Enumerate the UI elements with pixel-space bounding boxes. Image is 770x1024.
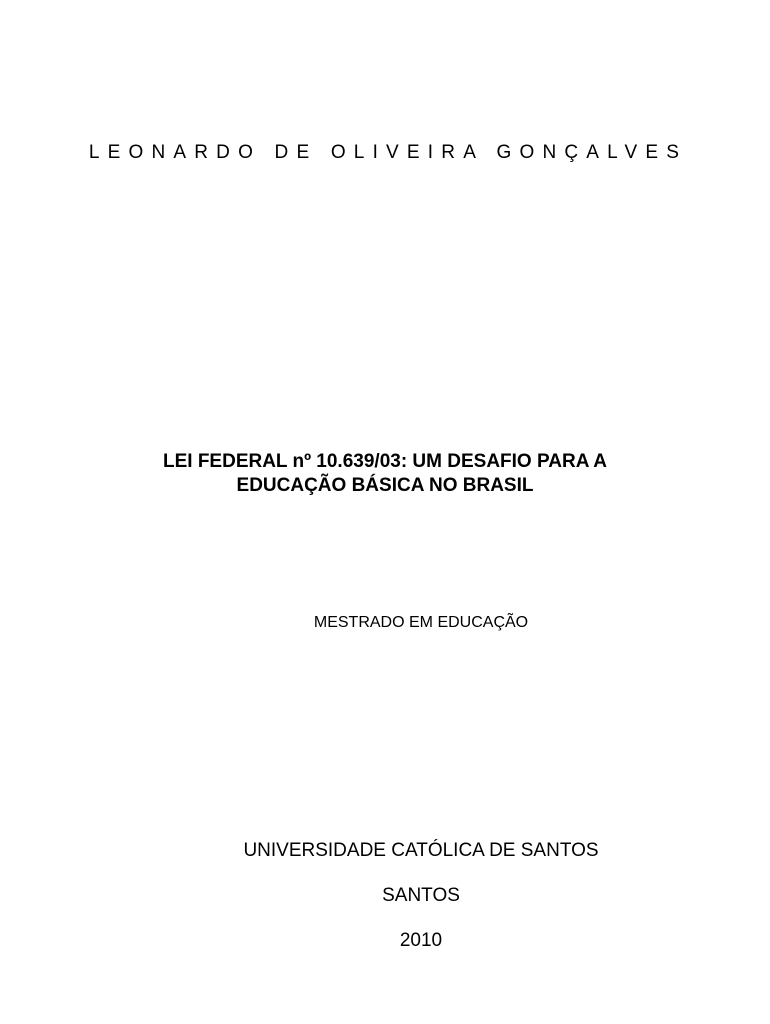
title-line-2: EDUCAÇÃO BÁSICA NO BRASIL [236,475,534,496]
author-name: LEONARDO DE OLIVEIRA GONÇALVES [88,142,688,163]
publication-year: 2010 [399,930,443,951]
city-name: SANTOS [382,885,460,906]
university-name: UNIVERSIDADE CATÓLICA DE SANTOS [243,840,599,861]
document-title [0,450,770,498]
degree-program: MESTRADO EM EDUCAÇÃO [313,614,529,631]
title-line-1: LEI FEDERAL nº 10.639/03: UM DESAFIO PARA A [162,451,608,472]
